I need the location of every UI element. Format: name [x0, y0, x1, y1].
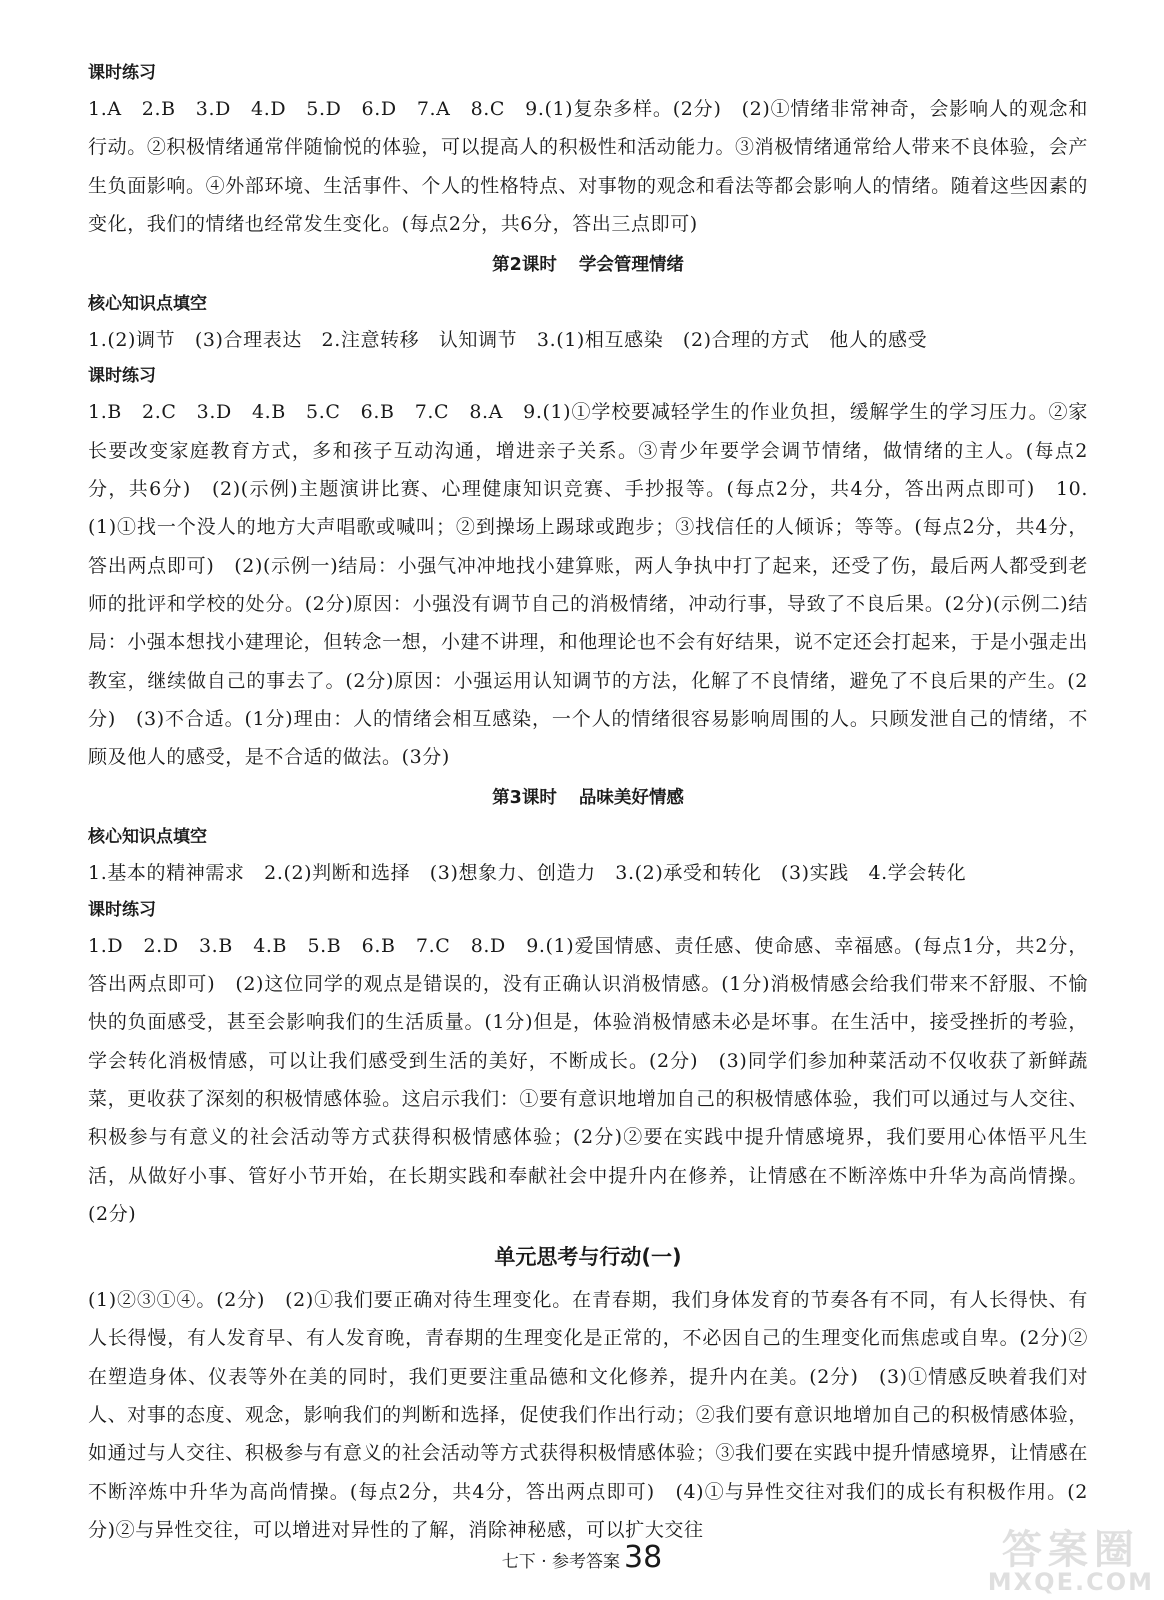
knowledge-answers-lesson2: 1.(2)调节 (3)合理表达 2.注意转移 认知调节 3.(1)相互感染 (2)合理的方式 他人的感受	[88, 329, 928, 352]
watermark-url: MXQE.COM	[987, 1568, 1154, 1596]
section-label-practice: 课时练习	[88, 366, 156, 387]
unit-answers: (1)②③①④。(2分) (2)①我们要正确对待生理变化。在青春期，我们身体发育的节奏各有不同，有人长得快、有人长得慢，有人发育早、有人发育晚，青春期的生理变化是正常的，不必因自己的生理变化而焦虑或自卑。(2分)②在塑造身体、仪表等外在美的同时，我们更要注重品德和文化修养，提升内在美。(2分) (3)①情感反映着我们对人、对事的态度、观念，影响我们的判断和选择，促使我们作出行动；②我们要有意识地增加自己的积极情感体验，如通过与人交往、积极参与有意义的社会活动等方式获得积极情感体验；③我们要在实践中提升情感境界，让情感在不断淬炼中升华为高尚情操。(每点2分，共4分，答出两点即可) (4)①与异性交往对我们的成长有积极作用。(2分)②与异性交往，可以增进对异性的了解，消除神秘感，可以扩大交往	[88, 1289, 1088, 1541]
page-content	[88, 56, 1088, 1549]
section-label-knowledge: 核心知识点填空	[88, 827, 207, 848]
footer-grade-label: 七下 · 参考答案	[501, 1552, 621, 1572]
section-label-knowledge: 核心知识点填空	[88, 294, 207, 315]
knowledge-answers-lesson3: 1.基本的精神需求 2.(2)判断和选择 (3)想象力、创造力 3.(2)承受和转化 (3)实践 4.学会转化	[88, 862, 967, 885]
unit-heading: 单元思考与行动(一)	[494, 1245, 682, 1270]
lesson-title: 学会管理情绪	[578, 255, 684, 276]
lesson-heading-2	[88, 243, 1088, 287]
practice-answers-lesson3: 1.D 2.D 3.B 4.B 5.B 6.B 7.C 8.D 9.(1)爱国情感、责任感、使命感、幸福感。(每点1分，共2分，答出两点即可) (2)这位同学的观点是错误的，没有正确认识消极情感。(1分)消极情感会给我们带来不舒服、不愉快的负面感受，甚至会影响我们的生活质量。(1分)但是，体验消极情感未必是坏事。在生活中，接受挫折的考验，学会转化消极情感，可以让我们感受到生活的美好，不断成长。(2分) (3)同学们参加种菜活动不仅收获了新鲜蔬菜，更收获了深刻的积极情感体验。这启示我们：①要有意识地增加自己的积极情感体验，我们可以通过与人交往、积极参与有意义的社会活动等方式获得积极情感体验；(2分)②要在实践中提升情感境界，我们要用心体悟平凡生活，从做好小事、管好小节开始，在长期实践和奉献社会中提升内在修养，让情感在不断淬炼中升华为高尚情操。(2分)	[88, 934, 1088, 1225]
page-number: 38	[624, 1540, 663, 1575]
lesson-number: 第2课时	[492, 255, 557, 276]
lesson-heading-3	[88, 776, 1088, 820]
practice-answers-lesson2: 1.B 2.C 3.D 4.B 5.C 6.B 7.C 8.A 9.(1)①学校要减轻学生的作业负担，缓解学生的学习压力。②家长要改变家庭教育方式，多和孩子互动沟通，增进亲子关系。③青少年要学会调节情绪，做情绪的主人。(每点2分，共6分) (2)(示例)主题演讲比赛、心理健康知识竞赛、手抄报等。(每点2分，共4分，答出两点即可) 10.(1)①找一个没人的地方大声唱歌或喊叫；②到操场上踢球或跑步；③找信任的人倾诉；等等。(每点2分，共4分，答出两点即可) (2)(示例一)结局：小强气冲冲地找小建算账，两人争执中打了起来，还受了伤，最后两人都受到老师的批评和学校的处分。(2分)原因：小强没有调节自己的消极情绪，冲动行事，导致了不良后果。(2分)(示例二)结局：小强本想找小建理论，但转念一想，小建不讲理，和他理论也不会有好结果，说不定还会打起来，于是小强走出教室，继续做自己的事去了。(2分)原因：小强运用认知调节的方法，化解了不良情绪，避免了不良后果的产生。(2分) (3)不合适。(1分)理由：人的情绪会相互感染，一个人的情绪很容易影响周围的人。只顾发泄自己的情绪，不顾及他人的感受，是不合适的做法。(3分)	[88, 401, 1088, 769]
lesson-number: 第3课时	[492, 788, 557, 809]
practice-answers-lesson1: 1.A 2.B 3.D 4.D 5.D 6.D 7.A 8.C 9.(1)复杂多样。(2分) (2)①情绪非常神奇，会影响人的观念和行动。②积极情绪通常伴随愉悦的体验，可以提高人的积极性和活动能力。③消极情绪通常给人带来不良体验，会产生负面影响。④外部环境、生活事件、个人的性格特点、对事物的观念和看法等都会影响人的情绪。随着这些因素的变化，我们的情绪也经常发生变化。(每点2分，共6分，答出三点即可)	[88, 98, 1088, 235]
site-watermark	[987, 1527, 1154, 1596]
watermark-logo-text: 答案圈	[1001, 1527, 1140, 1573]
lesson-title: 品味美好情感	[578, 788, 684, 809]
section-label-practice: 课时练习	[88, 63, 156, 83]
section-label-practice: 课时练习	[88, 899, 156, 920]
